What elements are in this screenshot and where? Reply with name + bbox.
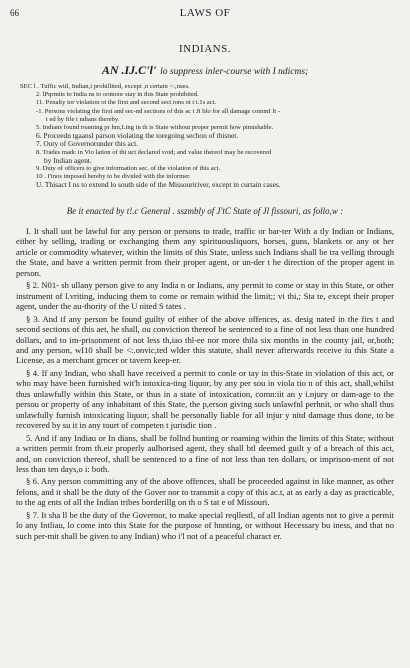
summary-line: t ed by file i ndians thereby.: [46, 115, 120, 123]
summary-line: 9. Duty of officers to give information sec. of the violation of this act.: [36, 165, 221, 173]
summary-line: 8. Trades madc in Vio lation of thi uct declared void; and value thereof may be recovered: [36, 148, 272, 156]
statute-body: [16, 226, 394, 543]
page-number: 66: [10, 8, 19, 18]
section-summary: [20, 83, 390, 190]
summary-line: by Indian agent.: [44, 156, 92, 165]
summary-line: 2. lPqrmits to India ns to oomoor stay in this State prohibited.: [36, 91, 199, 99]
summary-line: 11. Penalty tor violation ot the first and second sect ions ot t t.1s act.: [36, 99, 217, 107]
summary-line: 6. Proceedn tgaansl parson violating the toregoing sechon of thisnet.: [36, 132, 239, 141]
enacting-clause: Be it enacted by t!.c General . sszmbly of J'tC State of Jl fissouri, as follo,w :: [66, 206, 344, 216]
summary-line: -1. Persons violating the first and sec-nd sections of this ac t Ji blo for all damage commI lt -: [36, 107, 280, 115]
chapter-title: INDIANS.: [179, 43, 231, 55]
summary-line: U. Thisact I ns to extend lo south side of the Missouririver, except in curtain cases.: [36, 181, 281, 190]
statute-section: § 3. And if any person be found guilty of either of the above offences, as. desig nated in the firs t and second sections of this aet, he shall, ou conviction thereof be sentenced to a fine of not less than one hundred dollars, and to im-prisonment of not less th,iao thl-ee nor more thila six months in the county jail, or,both; and any person, wI10 shall be <:.onvic,ted wlder this statute, shall never afterwards receive iu this State a License, as a merchant grncer or tavern keep-er.: [16, 313, 394, 366]
act-title: [0, 63, 410, 78]
statute-section: § 7. It sha ll be the duty of the Governor, to make special reqllestl, of all Indian agents not to give a permit lo any Intliau, lo come into this State for the purpose of hnnting, or without Hecessary bu iness, and that no such per-mit shall be given to any Indian) who i'l not of a peaceful charact er.: [16, 509, 394, 541]
summary-line: 7. Outy of Governorunder this act.: [36, 140, 139, 149]
page-header: [10, 8, 400, 22]
summary-line: 10 . I'inos imposed hereby to be divided with the informer.: [36, 173, 191, 181]
statute-section: 5. And if any Indiau or In dians, shall be follnd hunting or roaming within the limits of this State; without a written permit from th.eir properly aulhorised agent, they shall btl deemed guilt y of a breach of this act, and, on conviction thereof, shall be sentenced to a fine of not less than ten dollars, or imprison-ment of not less than ten days,o i: both.: [16, 432, 394, 474]
summary-line: 5. Indians found roaming pr hm,Ling in th is State without proper permit how pimishable.: [36, 124, 274, 132]
running-title: LAWS OF: [179, 7, 231, 19]
act-title-text: lo suppress inler-course with I ndicms;: [160, 67, 309, 77]
statute-section: I. It shall uot be lawful for any person or persons to trade, traffic or bar-ter With a tly Indian or Indians, either by selling, trading or exchanging them any spirituousliquors, horses, guns, blankets or any ot her article or commodity whatever, within the limits of this State, unless such Indians shall be tra velling through the State, and have a written permit from their proper agent, or un-der t he direction of the proper agent in person.: [16, 226, 394, 278]
statute-section: § 6. Any person committing any of the above offences, shall be proceeded against in like manner, as other felons, and it shall be the duty of the Gover nor to transmit a copy of this ac.t, at as early a day as practicable, to the ag ents of all the Indian tribes borderillg on th o S tat e of Missouri.: [16, 476, 394, 508]
statute-section: § 2. N01- sh ullany person give to any India n or Indians, any permit to come or stay in this State, or other instrument of l.vriting, inducing them to come or remain withid the limit;; vi thi,; Sta te, except their proper agent, under the au-thority of the U nited S tates .: [16, 280, 394, 312]
act-title-prefix: AN .IJ.C'l': [101, 63, 157, 77]
statute-section: § 4. If any Indian, who shall have received a permit to conle or tay in this-State in violation of this act, or who may have been furnished wit'h intoxica-ting liquor, by any per sou in viola tio n of this act, shall,whilst thus unlawfully within this State, or thus in a state of intoxication, comn:iit an y i.njury or dam-age to the persou or property of any inhabitant of this State, the p,erson giving such unlawfnl perhnit, or who shall thus unlawfully furnish intoxicating liquor, shall be personally liable for all injur y nitd damage thus done, to be recovered by su it in any tourt of competen t jurisdic tion .: [16, 367, 394, 431]
summary-line: SEC l . Tuffic witl, Indian,i prohillited, except ,n certain <:,nses.: [20, 83, 190, 90]
